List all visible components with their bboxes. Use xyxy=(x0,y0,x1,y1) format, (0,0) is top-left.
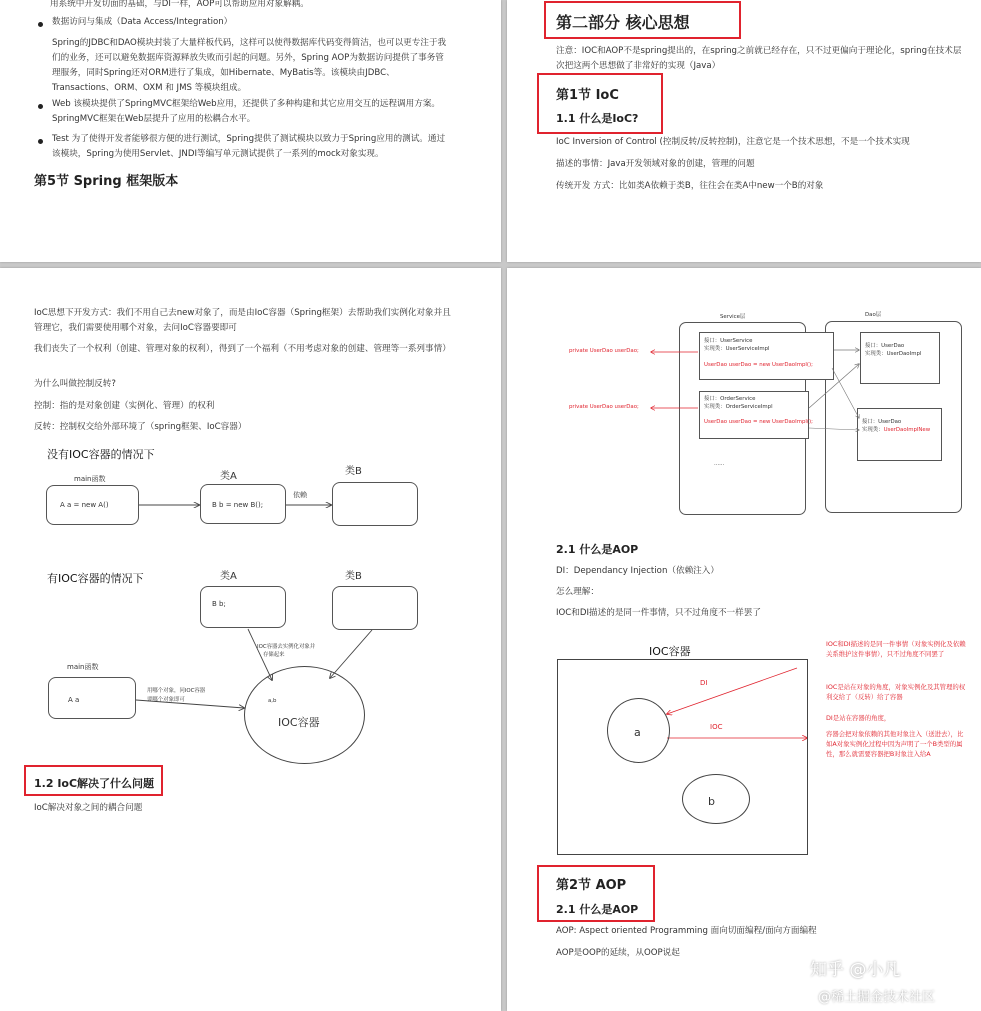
circle-objects: a,b xyxy=(268,698,277,704)
watermark-zhihu: 知乎 @小凡 xyxy=(810,960,901,980)
doc-page-4 xyxy=(507,268,981,1011)
ioc-definition: IoC Inversion of Control (控制反转/反转控制)，注意它是一个技术思想，不是一个技术实现 xyxy=(556,137,910,147)
object-b-circle xyxy=(682,774,750,824)
more-dots: ...... xyxy=(714,461,725,467)
reverse-definition: 反转：控制权交给外部环境了（spring框架、IoC容器） xyxy=(34,422,247,432)
note-di-angle: DI是站在容器的角度， xyxy=(826,714,891,722)
main-func-code: A a = new A() xyxy=(60,501,109,509)
dao-layer-title: Dao层 xyxy=(865,312,882,318)
why-question: 为什么叫做控制反转? xyxy=(34,379,116,389)
note-text: 注意：IOC和AOP不是spring提出的，在spring之前就已经存在，只不过更偏向于理论化，spring在技术层次把这两个思想做了非常好的实现（Java） xyxy=(556,46,962,71)
item-body-test: Test 为了使得开发者能够很方便的进行测试，Spring提供了测试模块以致力于Spring应用的测试。通过该模块，Spring为使用Servlet、JNDI等编写单元测试提供了一系列的mock对象实现。 xyxy=(52,134,446,159)
user-service-iface: 接口：UserService xyxy=(704,338,753,344)
object-a-label: a xyxy=(634,726,641,739)
subsection-what-is-ioc: 1.1 什么是IoC? xyxy=(556,112,639,125)
item-body-data-access: Spring的JDBC和DAO模块封装了大量样板代码，这样可以使得数据库代码变得简洁，也可以更专注于我们的业务，还可以避免数据库资源释放失败而引起的问题。另外，Spring AOP为数据访问提供了事务管理服务，同时Spring还对ORM进行了集成，如Hibernate、MyBatis等。该模块由JDBC、Transactions、ORM、OXM 和 JMS 等模块组成。 xyxy=(52,38,447,93)
order-service-new-dao: UserDao userDao = new UserDaoImpl(); xyxy=(704,419,813,425)
ioc-container-box xyxy=(557,659,808,855)
same-thing-line: IOC和DI描述的是同一件事情，只不过角度不一样罢了 xyxy=(556,608,761,618)
class-a-label-2: 类A xyxy=(220,571,237,582)
aop-oop-line: AOP是OOP的延续，从OOP说起 xyxy=(556,948,680,958)
user-dao-new-iface: 接口：UserDao xyxy=(862,419,902,425)
ioc-solves-answer: IoC解决对象之间的耦合问题 xyxy=(34,803,143,813)
note-injection: 容器会把对象依赖的其他对象注入（送进去），比如A对象实例化过程中因为声明了一个B类型的属性，那么就需要容器把B对象注入给A xyxy=(826,730,964,758)
ask-note-2: 要哪个对象即可 xyxy=(147,697,185,703)
page3-arrows xyxy=(0,268,501,1011)
diagram-no-ioc-title: 没有IOC容器的情况下 xyxy=(47,448,155,461)
section-heading-ioc: 第1节 IoC xyxy=(556,88,619,103)
service-layer-title: Service层 xyxy=(720,314,746,320)
section-heading-spring-version: 第5节 Spring 框架版本 xyxy=(34,174,179,189)
lost-right-paragraph: 我们丧失了一个权利（创建、管理对象的权利），得到了一个福利（不用考虑对象的创建、管理等一系列事情） xyxy=(34,344,451,354)
watermark-juejin: @稀土掘金技术社区 xyxy=(818,990,936,1005)
subsection-what-is-aop: 2.1 什么是AOP xyxy=(556,903,639,916)
item-title-data-access: 数据访问与集成（Data Access/Integration） xyxy=(52,17,233,27)
subsection-ioc-solves: 1.2 IoC解决了什么问题 xyxy=(34,777,155,790)
user-dao-iface: 接口：UserDao xyxy=(865,343,905,349)
class-b-label: 类B xyxy=(345,466,362,477)
object-b-label: b xyxy=(708,795,715,808)
class-b-label-2: 类B xyxy=(345,571,362,582)
doc-page-3 xyxy=(0,268,501,1011)
diagram-with-ioc-title: 有IOC容器的情况下 xyxy=(47,572,144,585)
ask-note-1: 用哪个对象，问IOC容器 xyxy=(147,688,206,694)
order-service-impl: 实现类：OrderServiceImpl xyxy=(704,404,773,410)
di-definition: DI：Dependancy Injection（依赖注入） xyxy=(556,566,719,576)
class-a-code: B b = new B(); xyxy=(212,501,264,509)
note-same-thing: IOC和DI描述的是同一件事情（对象实例化及依赖关系维护这件事情），只不过角度不同罢了 xyxy=(826,640,966,658)
left-field-2: private UserDao userDao; xyxy=(569,404,639,410)
aop-definition: AOP: Aspect oriented Programming 面向切面编程/面向方面编程 xyxy=(556,926,817,936)
ioc-container-title: IOC容器 xyxy=(649,645,691,658)
subsection-ioc-vs-di: 2.1 什么是AOP xyxy=(556,543,639,556)
bullet-icon xyxy=(38,139,43,144)
note-ioc-angle: IOC是站在对象的角度，对象实例化及其管理的权利交给了（反转）给了容器 xyxy=(826,683,966,701)
container-note-1: IOC容器去实例化对象并 xyxy=(257,644,316,650)
control-definition: 控制：指的是对象创建（实例化、管理）的权利 xyxy=(34,401,215,411)
section-heading-aop: 第2节 AOP xyxy=(556,878,627,893)
container-note-2: 存储起来 xyxy=(263,652,285,658)
class-a-code-2: B b; xyxy=(212,600,226,608)
bullet-icon xyxy=(38,22,43,27)
di-arrow-label: DI xyxy=(700,679,708,687)
ioc-dev-paragraph: IoC思想下开发方式：我们不用自己去new对象了，而是由IoC容器（Spring框架）去帮助我们实例化对象并且管理它，我们需要使用哪个对象，去问IoC容器要即可 xyxy=(34,308,451,333)
user-service-impl: 实现类：UserServiceImpl xyxy=(704,346,770,352)
top-line: 用系统中开发切面的基础，与DI一样，AOP可以帮助应用对象解耦。 xyxy=(50,0,309,9)
ioc-arrow-label: IOC xyxy=(710,723,723,731)
doc-page-2 xyxy=(507,0,981,262)
user-dao-new-impl: 实现类：UserDaoImplNew xyxy=(862,427,931,433)
main-func-label-2: main函数 xyxy=(67,663,99,671)
user-service-new-dao: UserDao userDao = new UserDaoImpl(); xyxy=(704,362,813,368)
ioc-describes: 描述的事情：Java开发领域对象的创建，管理的问题 xyxy=(556,159,755,169)
main-func-label: main函数 xyxy=(74,475,106,483)
traditional-way: 传统开发 方式：比如类A依赖于类B，往往会在类A中new一个B的对象 xyxy=(556,181,824,191)
order-service-iface: 接口：OrderService xyxy=(704,396,756,402)
class-a-label: 类A xyxy=(220,471,237,482)
depends-label: 依赖 xyxy=(293,491,307,499)
left-field-1: private UserDao userDao; xyxy=(569,348,639,354)
circle-label: IOC容器 xyxy=(278,716,320,729)
how-to-understand: 怎么理解： xyxy=(556,587,599,597)
user-dao-impl: 实现类：UserDaoImpl xyxy=(865,351,922,357)
part-title: 第二部分 核心思想 xyxy=(556,13,690,32)
main-func-code-2: A a xyxy=(68,696,80,704)
doc-page-1 xyxy=(0,0,501,262)
bullet-icon xyxy=(38,104,43,109)
item-body-web: Web 该模块提供了SpringMVC框架给Web应用，还提供了多种构建和其它应用交互的远程调用方案。SpringMVC框架在Web层提升了应用的松耦合水平。 xyxy=(52,99,441,124)
